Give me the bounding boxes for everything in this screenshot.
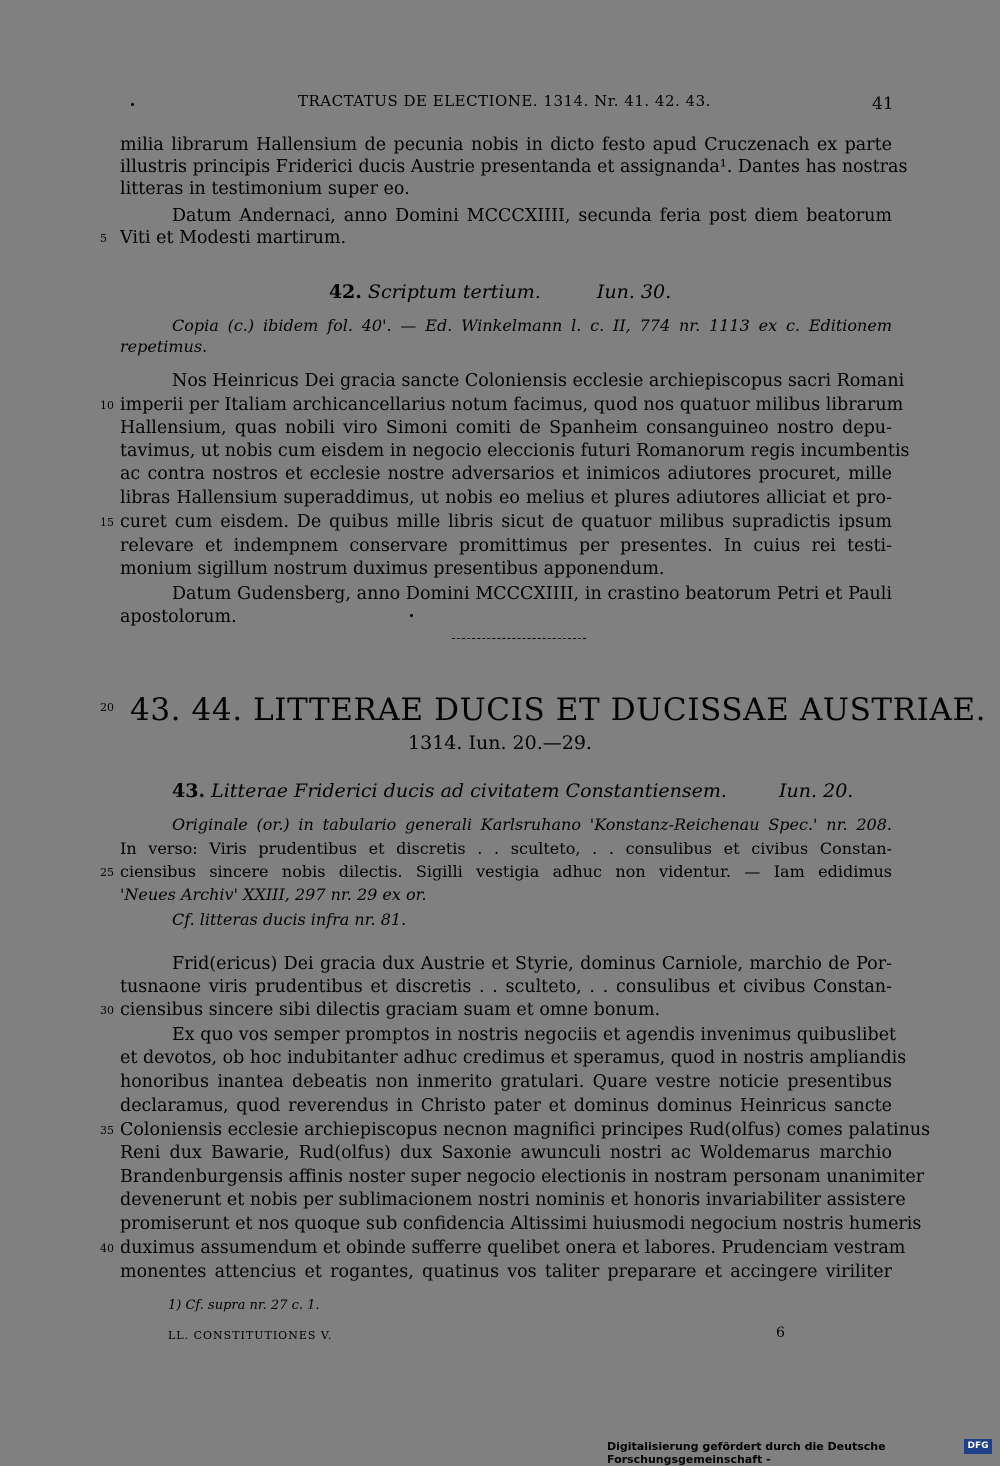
text-line: tusnaone viris prudentibus et discretis . . sculteto, . . consulibus et civibus Constan- bbox=[120, 977, 892, 997]
doc-42-date: Iun. 30. bbox=[596, 281, 672, 303]
text-line: ciensibus sincere sibi dilectis graciam suam et omne bonum. bbox=[120, 1000, 661, 1020]
section-date: 1314. Iun. 20.—29. bbox=[408, 732, 592, 754]
text-line: imperii per Italiam archicancellarius notum facimus, quod nos quatuor milibus librarum bbox=[120, 395, 904, 415]
line-number: 25 bbox=[100, 866, 114, 879]
page-number: 41 bbox=[872, 94, 894, 114]
section-divider bbox=[452, 638, 586, 639]
text-line: Brandenburgensis affinis noster super negocio electionis in nostram personam unanimiter bbox=[120, 1167, 925, 1187]
text-line: declaramus, quod reverendus in Christo pater et dominus dominus Heinricus sancte bbox=[120, 1096, 892, 1116]
text-line: Frid(ericus) Dei gracia dux Austrie et Styrie, dominus Carniole, marchio de Por- bbox=[172, 954, 892, 974]
text-line: devenerunt et nobis per sublimacionem nostri nominis et honoris invariabiliter assistere bbox=[120, 1190, 906, 1210]
doc-43-title: Litterae Friderici ducis ad civitatem Constantiensem. bbox=[211, 780, 727, 802]
text-line: Coloniensis ecclesie archiepiscopus necnon magnifici principes Rud(olfus) comes palatinus bbox=[120, 1120, 931, 1140]
doc-43-number: 43. bbox=[172, 780, 206, 802]
dfg-logo: DFG bbox=[964, 1439, 992, 1454]
line-number: 10 bbox=[100, 399, 114, 412]
text-line: Datum Andernaci, anno Domini MCCCXIIII, secunda feria post diem beatorum bbox=[172, 206, 892, 226]
text-line: honoribus inantea debeatis non inmerito gratulari. Quare vestre noticie presentibus bbox=[120, 1072, 892, 1092]
text-line: Datum Gudensberg, anno Domini MCCCXIIII, in crastino beatorum Petri et Pauli bbox=[172, 584, 892, 604]
doc-43-date: Iun. 20. bbox=[779, 780, 854, 802]
apparatus-line: Originale (or.) in tabulario generali Karlsruhano 'Konstanz-Reichenau Spec.' nr. 208. bbox=[172, 815, 892, 834]
text-line: monentes attencius et rogantes, quatinus vos taliter preparare et accingere viriliter bbox=[120, 1262, 892, 1282]
apparatus-line: Copia (c.) ibidem fol. 40'. — Ed. Winkelmann l. c. II, 774 nr. 1113 ex c. Editionem bbox=[172, 316, 892, 335]
doc-43-heading bbox=[172, 780, 853, 802]
text-line: litteras in testimonium super eo. bbox=[120, 179, 410, 199]
text-line: curet cum eisdem. De quibus mille libris sicut de quatuor milibus supradictis ipsum bbox=[120, 512, 892, 532]
line-number: 20 bbox=[100, 701, 114, 714]
text-line: Ex quo vos semper promptos in nostris negociis et agendis invenimus quibuslibet bbox=[172, 1025, 897, 1045]
text-line: monium sigillum nostrum duximus presentibus apponendum. bbox=[120, 559, 665, 579]
text-line: et devotos, ob hoc indubitanter adhuc credimus et speramus, quod in nostris ampliandis bbox=[120, 1048, 907, 1068]
line-number: 35 bbox=[100, 1124, 114, 1137]
signature-label: LL. CONSTITUTIONES V. bbox=[168, 1329, 333, 1342]
apparatus-line: repetimus. bbox=[120, 337, 208, 356]
line-number: 40 bbox=[100, 1242, 114, 1255]
text-line: libras Hallensium superaddimus, ut nobis eo melius et plures adiutores alliciat et pro- bbox=[120, 488, 892, 508]
text-line: Hallensium, quas nobili viro Simoni comiti de Spanheim consanguineo nostro depu- bbox=[120, 418, 892, 438]
doc-42-number: 42. bbox=[328, 281, 362, 303]
ink-speck bbox=[410, 614, 413, 617]
line-number: 15 bbox=[100, 516, 114, 529]
line-number: 5 bbox=[100, 232, 107, 245]
ink-speck bbox=[131, 103, 134, 106]
text-line: Nos Heinricus Dei gracia sancte Coloniensis ecclesie archiepiscopus sacri Romani bbox=[172, 371, 905, 391]
apparatus-line: 'Neues Archiv' XXIII, 297 nr. 29 ex or. bbox=[120, 885, 427, 904]
text-line: relevare et indempnem conservare promittimus per presentes. In cuius rei testi- bbox=[120, 536, 892, 556]
apparatus-line: ciensibus sincere nobis dilectis. Sigilli vestigia adhuc non videntur. — Iam edidimus bbox=[120, 862, 892, 881]
apparatus-line: Cf. litteras ducis infra nr. 81. bbox=[172, 910, 407, 929]
text-line: apostolorum. bbox=[120, 607, 237, 627]
digitization-credit: Digitalisierung gefördert durch die Deutsche Forschungsgemeinschaft - bbox=[607, 1440, 886, 1466]
apparatus-line: In verso: Viris prudentibus et discretis . . sculteto, . . consulibus et civibus Constan- bbox=[120, 839, 892, 858]
running-head: TRACTATUS DE ELECTIONE. 1314. Nr. 41. 42. 43. bbox=[298, 92, 711, 110]
text-line: ac contra nostros et ecclesie nostre adversarios et inimicos adiutores procuret, mille bbox=[120, 464, 892, 484]
text-line: Viti et Modesti martirum. bbox=[120, 228, 347, 248]
section-title: 43. 44. LITTERAE DUCIS ET DUCISSAE AUSTRIAE. bbox=[130, 692, 987, 728]
text-line: duximus assumendum et obinde sufferre quelibet onera et labores. Prudenciam vestram bbox=[120, 1238, 906, 1258]
text-line: tavimus, ut nobis cum eisdem in negocio eleccionis futuri Romanorum regis incumbentis bbox=[120, 441, 910, 461]
doc-42-title: Scriptum tertium. bbox=[367, 281, 541, 303]
text-line: milia librarum Hallensium de pecunia nobis in dicto festo apud Cruczenach ex parte bbox=[120, 135, 892, 155]
text-line: promiserunt et nos quoque sub confidencia Altissimi huiusmodi negocium nostris humeris bbox=[120, 1214, 922, 1234]
signature-number: 6 bbox=[776, 1325, 785, 1341]
doc-42-heading bbox=[0, 281, 1000, 303]
line-number: 30 bbox=[100, 1004, 114, 1017]
text-line: illustris principis Friderici ducis Austrie presentanda et assignanda¹. Dantes has nostras bbox=[120, 157, 908, 177]
text-line: Reni dux Bawarie, Rud(olfus) dux Saxonie awunculi nostri ac Woldemarus marchio bbox=[120, 1143, 892, 1163]
footnote: 1) Cf. supra nr. 27 c. 1. bbox=[168, 1298, 320, 1313]
